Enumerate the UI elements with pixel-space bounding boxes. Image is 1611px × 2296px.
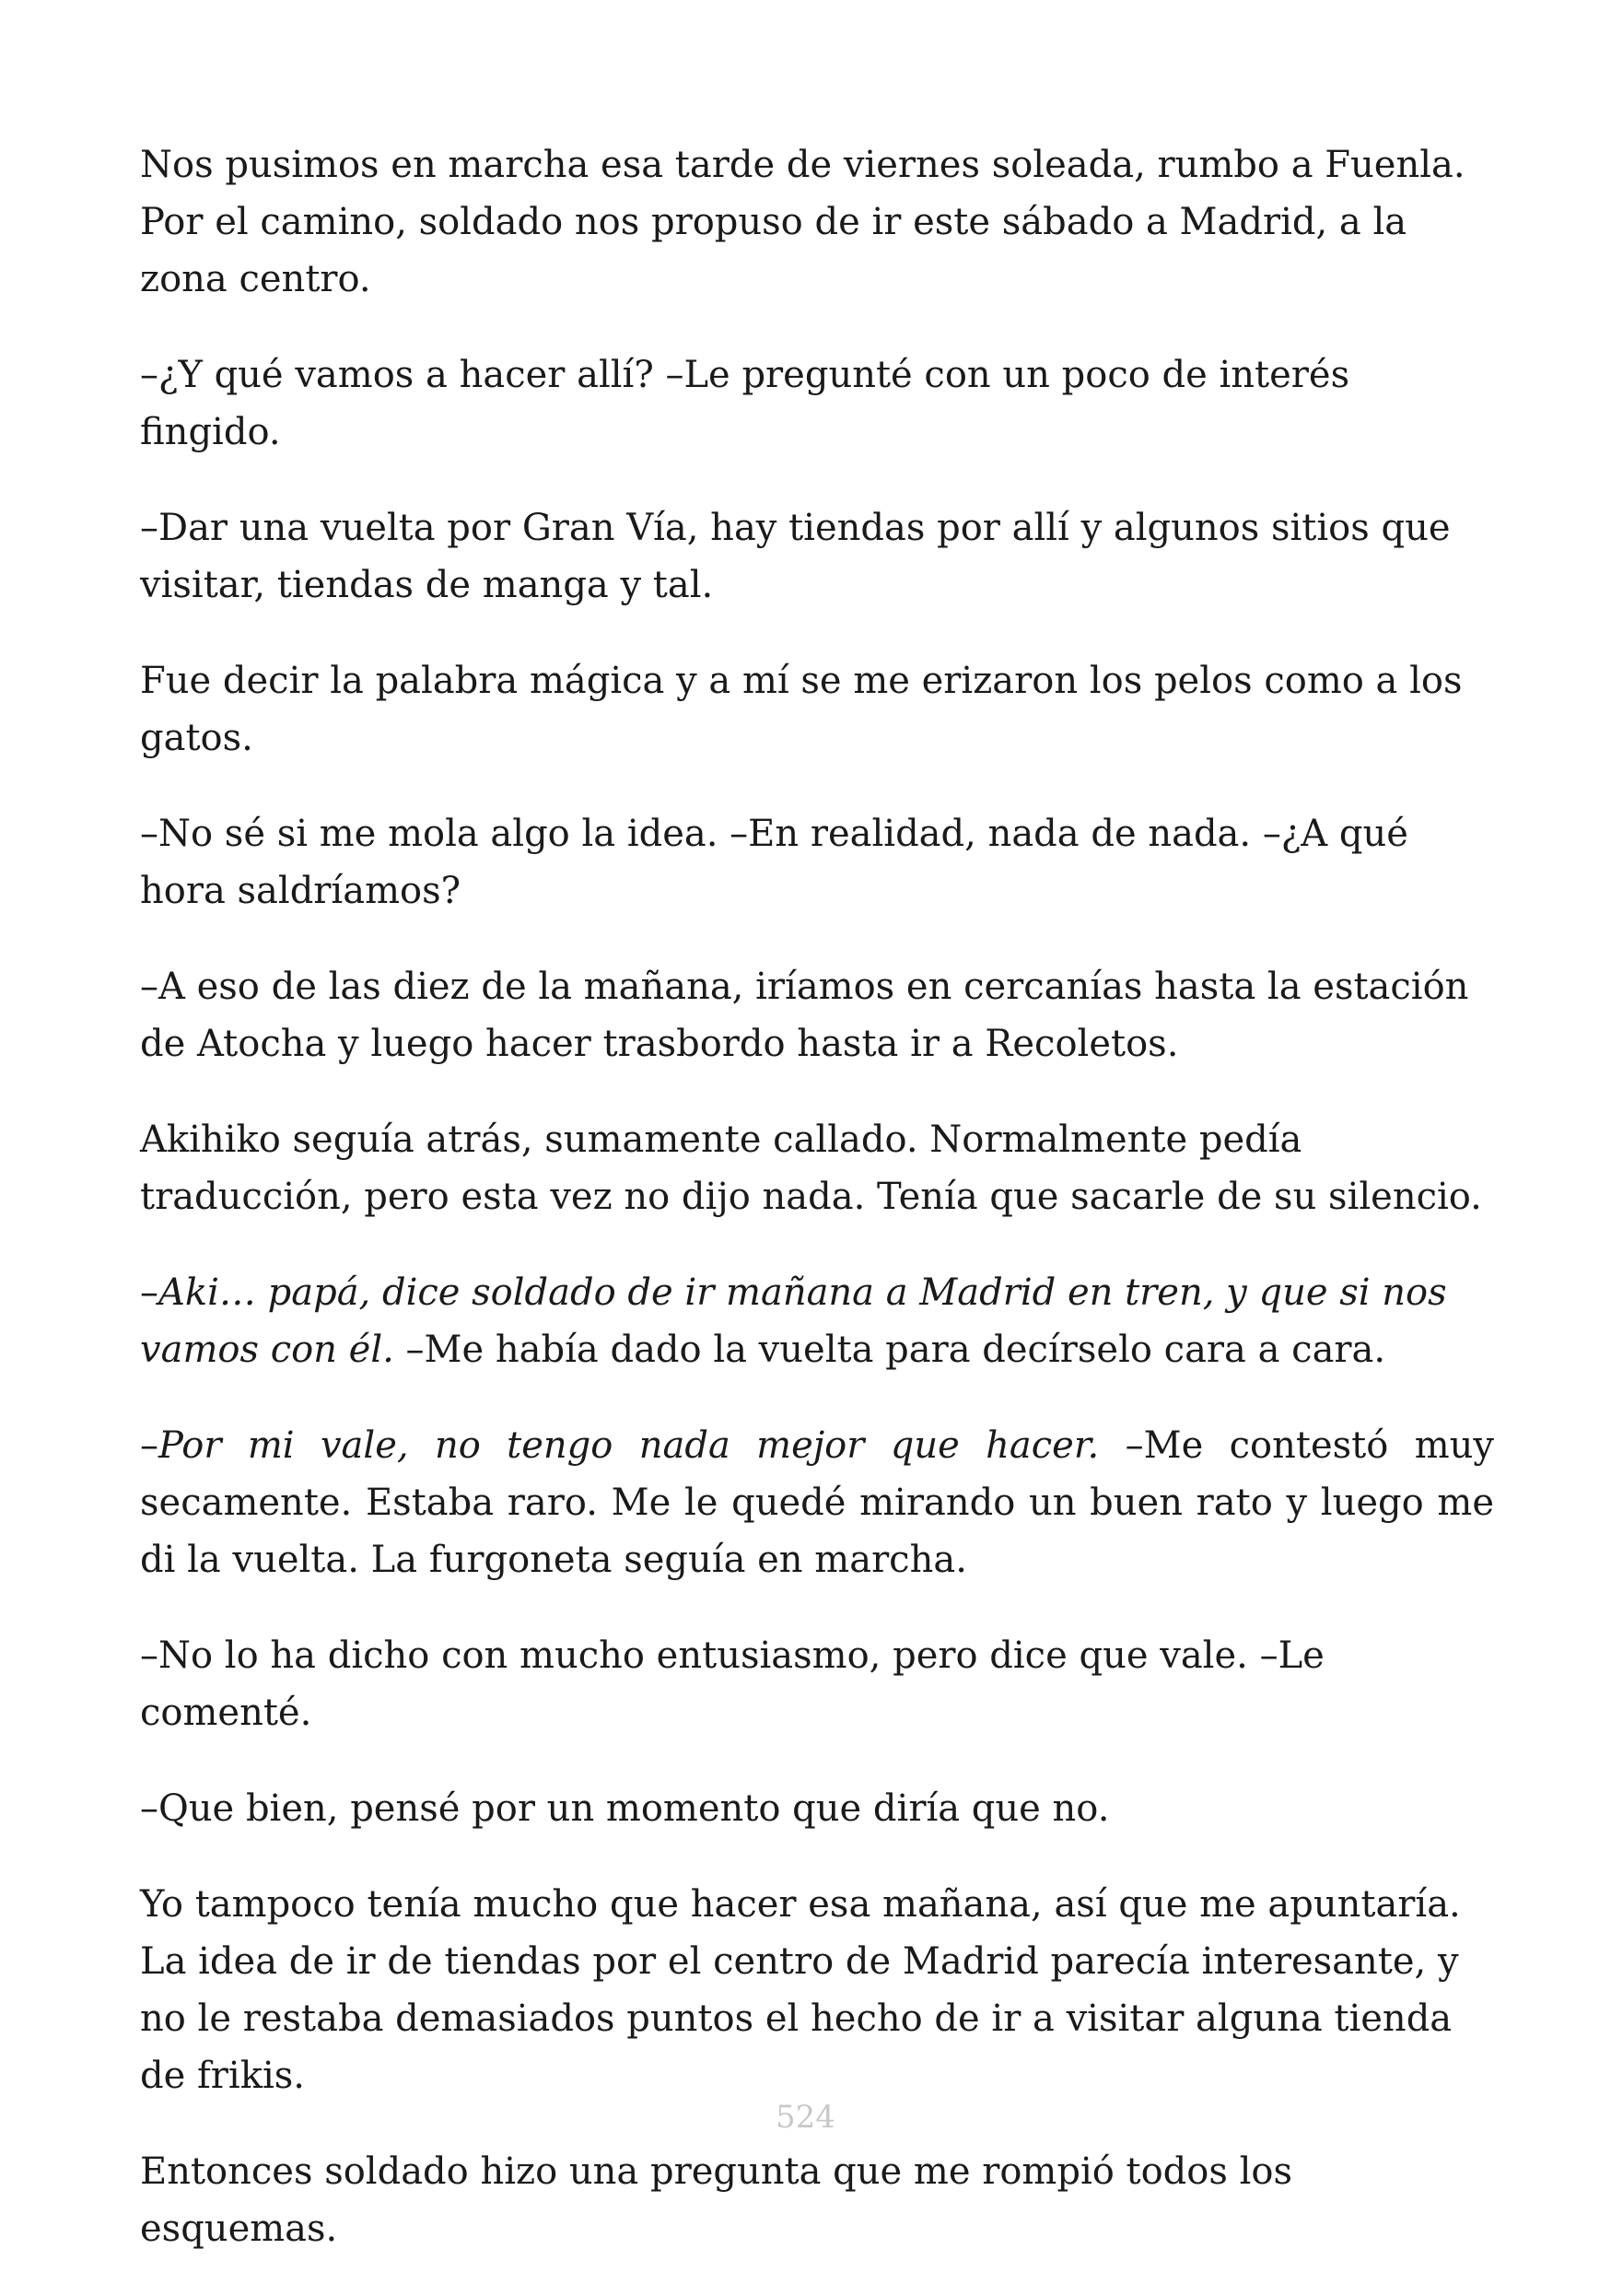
paragraph-10: –No lo ha dicho con mucho entusiasmo, pero dice que vale. –Le comenté. [140,1634,1325,1734]
paragraph-13: Entonces soldado hizo una pregunta que me rompió todos los esquemas. [140,2150,1293,2250]
paragraph-4: Fue decir la palabra mágica y a mí se me erizaron los pelos como a los gatos. [140,660,1463,759]
narration: –Me había dado la vuelta para decírselo cara a cara. [393,1329,1386,1371]
paragraph-12: Yo tampoco tenía mucho que hacer esa mañana, así que me apuntaría. La idea de ir de tiendas por el centro de Madrid parecía interesante, y no le restaba demasiados puntos el hecho de ir a visitar alguna tienda de frikis. [140,1883,1461,2097]
body-text [140,136,1494,2296]
paragraph-8 [140,1264,1494,1378]
paragraph-2: –¿Y qué vamos a hacer allí? –Le pregunté con un poco de interés fingido. [140,354,1350,453]
dialogue-dash: – [140,1424,158,1467]
paragraph-9 [140,1417,1494,1588]
paragraph-6: –A eso de las diez de la mañana, iríamos en cercanías hasta la estación de Atocha y luego hacer trasbordo hasta ir a Recoletos. [140,966,1469,1065]
paragraph-5: –No sé si me mola algo la idea. –En realidad, nada de nada. –¿A qué hora saldríamos? [140,813,1408,912]
paragraph-3: –Dar una vuelta por Gran Vía, hay tiendas por allí y algunos sitios que visitar, tiendas de manga y tal. [140,507,1451,606]
paragraph-11: –Que bien, pensé por un momento que diría que no. [140,1787,1110,1830]
dialogue-dash: – [140,1271,158,1314]
italic-dialogue: Aki… papá, dice soldado de ir mañana a Madrid en tren, y que si nos vamos con él. [140,1271,1447,1371]
paragraph-1: Nos pusimos en marcha esa tarde de viernes soleada, rumbo a Fuenla. Por el camino, soldado nos propuso de ir este sábado a Madrid, a la zona centro. [140,144,1465,300]
narration: –Me contestó muy secamente. Estaba raro. Me le quedé mirando un buen rato y luego me di la vuelta. La furgoneta seguía en marcha. [140,1424,1494,1581]
italic-dialogue: Por mi vale, no tengo nada mejor que hacer. [158,1424,1100,1467]
paragraph-7: Akihiko seguía atrás, sumamente callado. Normalmente pedía traducción, pero esta vez no dijo nada. Tenía que sacarle de su silencio. [140,1119,1482,1218]
page-number: 524 [776,2099,835,2136]
